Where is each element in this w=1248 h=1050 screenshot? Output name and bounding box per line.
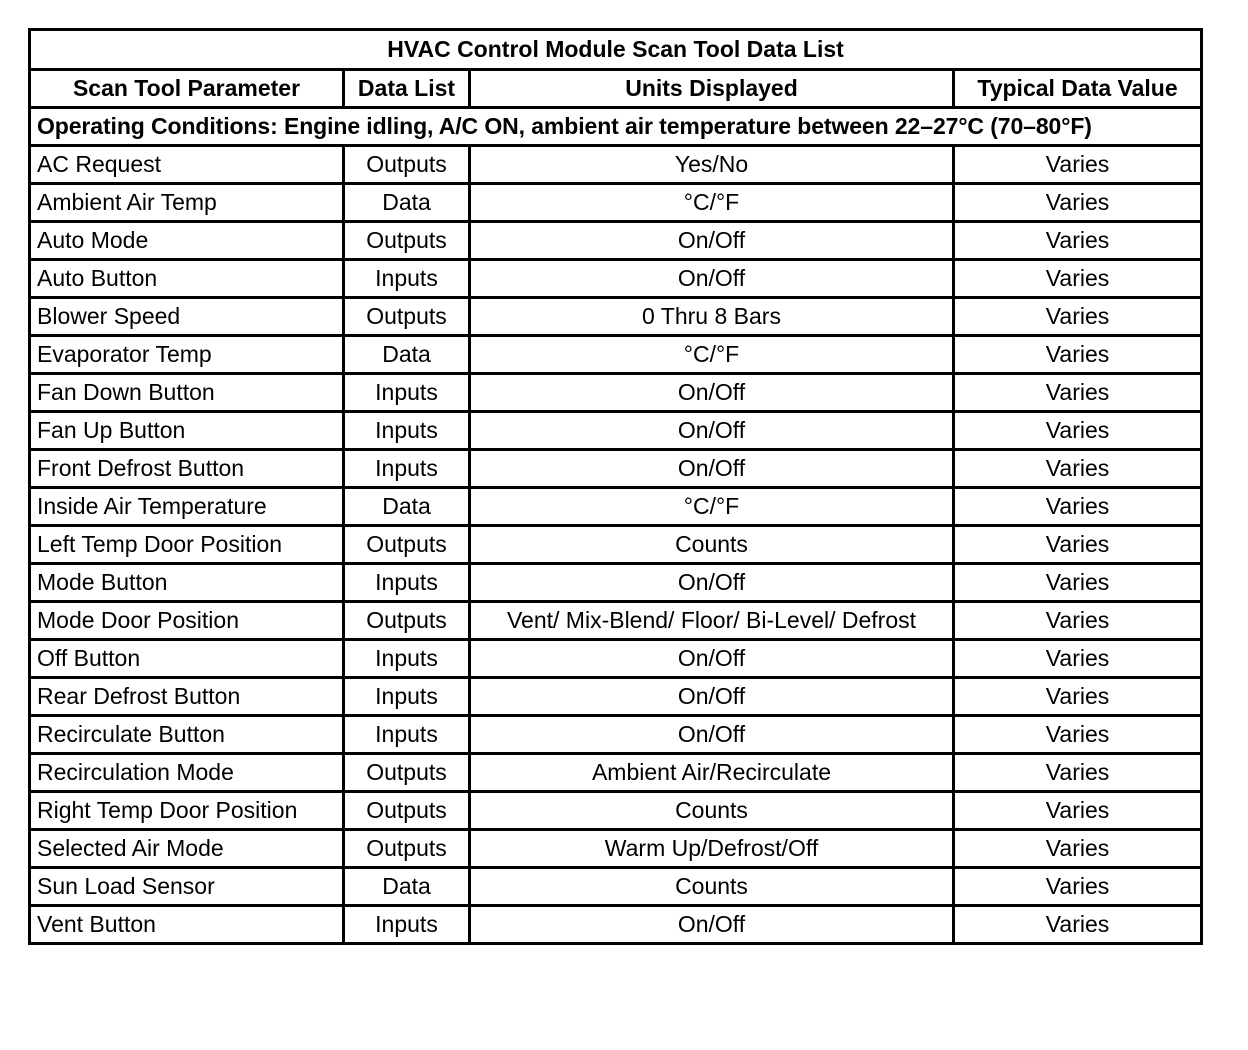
cell-parameter: Rear Defrost Button	[30, 678, 344, 716]
table-row	[30, 868, 1202, 906]
cell-data-list: Inputs	[344, 678, 470, 716]
operating-conditions: Operating Conditions: Engine idling, A/C ON, ambient air temperature between 22–27°C (70–80°F)	[30, 108, 1202, 146]
cell-parameter: Auto Button	[30, 260, 344, 298]
cell-parameter: Recirculate Button	[30, 716, 344, 754]
cell-typical-data-value: Varies	[954, 450, 1202, 488]
cell-data-list: Outputs	[344, 146, 470, 184]
cell-typical-data-value: Varies	[954, 868, 1202, 906]
cell-data-list: Inputs	[344, 374, 470, 412]
cell-typical-data-value: Varies	[954, 146, 1202, 184]
cell-units-displayed: On/Off	[470, 450, 954, 488]
cell-units-displayed: On/Off	[470, 374, 954, 412]
cell-typical-data-value: Varies	[954, 298, 1202, 336]
table-row	[30, 716, 1202, 754]
cell-typical-data-value: Varies	[954, 754, 1202, 792]
cell-typical-data-value: Varies	[954, 222, 1202, 260]
cell-parameter: Recirculation Mode	[30, 754, 344, 792]
cell-typical-data-value: Varies	[954, 336, 1202, 374]
cell-data-list: Outputs	[344, 602, 470, 640]
cell-typical-data-value: Varies	[954, 678, 1202, 716]
table-row	[30, 374, 1202, 412]
header-typical-data-value: Typical Data Value	[954, 70, 1202, 108]
cell-parameter: Mode Button	[30, 564, 344, 602]
header-row	[30, 70, 1202, 108]
table-row	[30, 792, 1202, 830]
cell-parameter: Inside Air Temperature	[30, 488, 344, 526]
table-row	[30, 184, 1202, 222]
cell-parameter: Vent Button	[30, 906, 344, 944]
cell-typical-data-value: Varies	[954, 906, 1202, 944]
table-row	[30, 336, 1202, 374]
conditions-row	[30, 108, 1202, 146]
cell-data-list: Inputs	[344, 260, 470, 298]
cell-data-list: Data	[344, 336, 470, 374]
cell-typical-data-value: Varies	[954, 488, 1202, 526]
table-row	[30, 488, 1202, 526]
cell-parameter: Mode Door Position	[30, 602, 344, 640]
header-scan-tool-parameter: Scan Tool Parameter	[30, 70, 344, 108]
cell-data-list: Inputs	[344, 640, 470, 678]
table-row	[30, 678, 1202, 716]
cell-units-displayed: On/Off	[470, 222, 954, 260]
scan-tool-data-table	[28, 28, 1203, 945]
cell-units-displayed: On/Off	[470, 260, 954, 298]
cell-data-list: Inputs	[344, 564, 470, 602]
table-row	[30, 298, 1202, 336]
cell-typical-data-value: Varies	[954, 526, 1202, 564]
cell-typical-data-value: Varies	[954, 564, 1202, 602]
cell-units-displayed: Vent/ Mix-Blend/ Floor/ Bi-Level/ Defrost	[470, 602, 954, 640]
table-row	[30, 146, 1202, 184]
cell-typical-data-value: Varies	[954, 716, 1202, 754]
cell-parameter: Auto Mode	[30, 222, 344, 260]
cell-data-list: Data	[344, 868, 470, 906]
cell-typical-data-value: Varies	[954, 374, 1202, 412]
cell-units-displayed: On/Off	[470, 906, 954, 944]
table-row	[30, 602, 1202, 640]
cell-parameter: AC Request	[30, 146, 344, 184]
cell-typical-data-value: Varies	[954, 602, 1202, 640]
cell-parameter: Left Temp Door Position	[30, 526, 344, 564]
cell-parameter: Fan Up Button	[30, 412, 344, 450]
title-row	[30, 30, 1202, 70]
table-row	[30, 564, 1202, 602]
cell-parameter: Off Button	[30, 640, 344, 678]
cell-units-displayed: 0 Thru 8 Bars	[470, 298, 954, 336]
cell-units-displayed: Counts	[470, 526, 954, 564]
cell-typical-data-value: Varies	[954, 792, 1202, 830]
cell-data-list: Inputs	[344, 906, 470, 944]
table-row	[30, 260, 1202, 298]
cell-data-list: Inputs	[344, 450, 470, 488]
cell-units-displayed: On/Off	[470, 412, 954, 450]
cell-units-displayed: On/Off	[470, 564, 954, 602]
cell-typical-data-value: Varies	[954, 830, 1202, 868]
cell-data-list: Data	[344, 488, 470, 526]
cell-data-list: Outputs	[344, 222, 470, 260]
cell-data-list: Inputs	[344, 716, 470, 754]
cell-units-displayed: On/Off	[470, 678, 954, 716]
cell-parameter: Fan Down Button	[30, 374, 344, 412]
table-row	[30, 906, 1202, 944]
table-row	[30, 640, 1202, 678]
table-row	[30, 450, 1202, 488]
cell-units-displayed: Warm Up/Defrost/Off	[470, 830, 954, 868]
cell-units-displayed: °C/°F	[470, 336, 954, 374]
table-row	[30, 412, 1202, 450]
cell-parameter: Blower Speed	[30, 298, 344, 336]
cell-units-displayed: Ambient Air/Recirculate	[470, 754, 954, 792]
cell-units-displayed: On/Off	[470, 716, 954, 754]
cell-data-list: Outputs	[344, 298, 470, 336]
cell-units-displayed: °C/°F	[470, 488, 954, 526]
cell-data-list: Outputs	[344, 754, 470, 792]
cell-typical-data-value: Varies	[954, 640, 1202, 678]
table-row	[30, 830, 1202, 868]
table-row	[30, 526, 1202, 564]
cell-data-list: Outputs	[344, 526, 470, 564]
cell-parameter: Evaporator Temp	[30, 336, 344, 374]
table-body	[30, 146, 1202, 944]
cell-parameter: Selected Air Mode	[30, 830, 344, 868]
table-row	[30, 222, 1202, 260]
cell-data-list: Inputs	[344, 412, 470, 450]
cell-units-displayed: °C/°F	[470, 184, 954, 222]
cell-units-displayed: Counts	[470, 868, 954, 906]
cell-units-displayed: Yes/No	[470, 146, 954, 184]
header-data-list: Data List	[344, 70, 470, 108]
cell-parameter: Right Temp Door Position	[30, 792, 344, 830]
cell-units-displayed: On/Off	[470, 640, 954, 678]
cell-typical-data-value: Varies	[954, 412, 1202, 450]
cell-typical-data-value: Varies	[954, 260, 1202, 298]
cell-typical-data-value: Varies	[954, 184, 1202, 222]
cell-parameter: Ambient Air Temp	[30, 184, 344, 222]
table-title: HVAC Control Module Scan Tool Data List	[30, 30, 1202, 70]
table-row	[30, 754, 1202, 792]
cell-parameter: Front Defrost Button	[30, 450, 344, 488]
cell-data-list: Data	[344, 184, 470, 222]
cell-data-list: Outputs	[344, 792, 470, 830]
cell-units-displayed: Counts	[470, 792, 954, 830]
header-units-displayed: Units Displayed	[470, 70, 954, 108]
cell-data-list: Outputs	[344, 830, 470, 868]
cell-parameter: Sun Load Sensor	[30, 868, 344, 906]
